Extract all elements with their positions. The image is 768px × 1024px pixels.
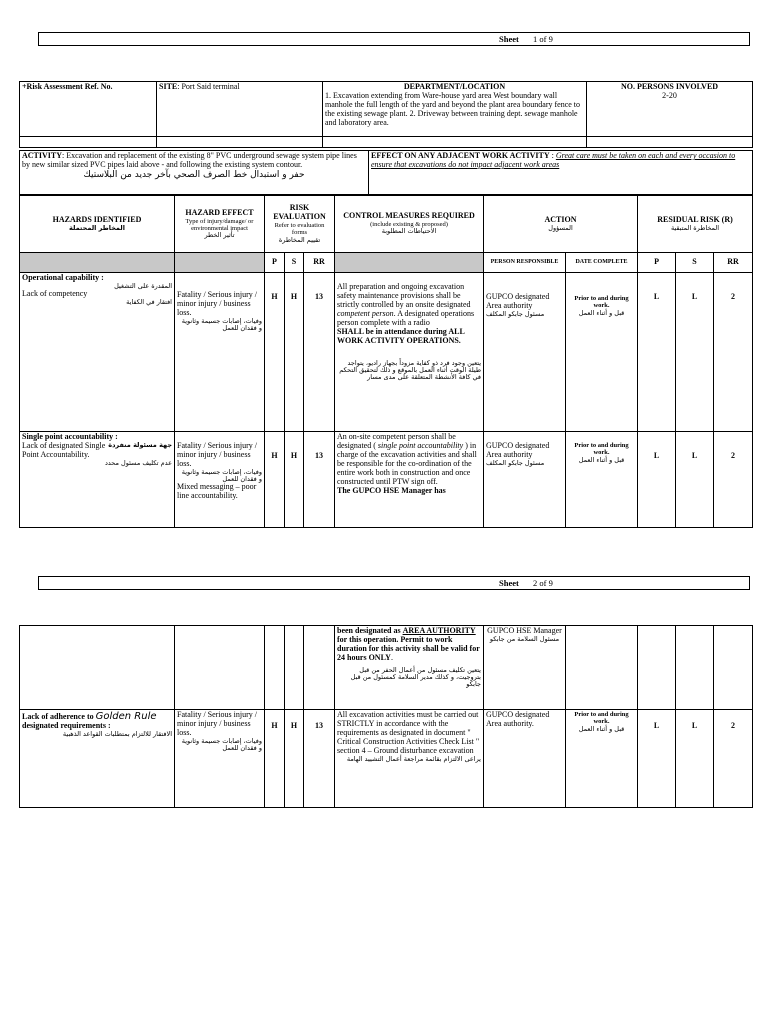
table-row: [20, 626, 753, 710]
col-residual: RESIDUAL RISK (R) المخاطرة المتبقية: [638, 196, 753, 253]
table-row: Single point accountability : جهة مسئولة منفردة Lack of designated Single Point Accountability. عدم تكليف مسئول محدد Fatality / Serious injury / minor injury / business loss. وفيات، إصابات جسيمة وثانوية و فقدان للعمل Mixed messaging – poor line accountability. H H 13 An on-site competent person shall be designated ( single point accountability ) in charge of the excavation activities and shall be responsible for the co-ordination of the entire work both in construction and once constructed until PTW sign off. The GUPCO HSE Manager has GUPCO designated Area authority مسئول جابكو المكلف Prior to and during work. قبل و أثناء العمل L L 2: [20, 432, 753, 528]
effect-cell: Fatality / Serious injury / minor injury / business loss. وفيات، إصابات جسيمة وثانوية و فقدان للعمل: [175, 710, 265, 808]
hazard-table-1: HAZARDS IDENTIFIED المخاطر المحتملة HAZARD EFFECT Type of injury/damage/ or environmental impact تأثير الخطر RISK EVALUATION Refer to evaluation forms تقييم المخاطرة CONTROL MEASURES REQUIRED (include existing & proposed) الاحتياطات المطلوبة ACTION المسؤول RESIDUAL RISK (R) المخاطرة المتبقية P S RR PERSON RESPONSIBLE DATE COMPLETE P S RR Operational capability : المقدرة على التشغيل Lack of competency افتقار في الكفاية Fatality / Serious injury / minor injury / business loss. وفيات، إصابات جسيمة وثانوية و فقدان للعمل H H 13 All preparation and ongoing excavation safety maintenance provisions shall be strictly controlled by an onsite designated competent person. A designated operations person complete with a radio SHALL be in attendance during ALL WORK ACTIVITY OPERATIONS. يتعين وجود فرد ذو كفاية مزوداً بجهاز راديو، يتواجد طيلة الوقت أثناء العمل بالموقع و ذلك لتحقيق التحكم في كافة الأنشطة المتعلقة على مدى مسار GUPCO designated Area authority مسئول جابكو المكلف Prior to and during work. قبل و أثناء العمل L L 2 Single point accountability : جهة مسئولة منفردة Lack of designated Single Point Accountability. عدم تكليف مسئول محدد Fatality / Serious injury / minor injury / business loss. وفيات، إصابات جسيمة وثانوية و فقدان للعمل Mixed messaging – poor line accountability. H H 13 An on-site competent person shall be designated ( single point accountability ) in charge of the excavation activities and shall be responsible for the co-ordination of the entire work both in construction and once constructed until PTW sign off. The GUPCO HSE Manager has GUPCO designated Area authority مسئول جابكو المكلف Prior to and during work. قبل و أثناء العمل L L 2: [19, 195, 753, 528]
person-cell: GUPCO designated Area authority مسئول جابكو المكلف: [484, 273, 566, 432]
col-hazards: HAZARDS IDENTIFIED المخاطر المحتملة: [20, 196, 175, 253]
sheet-number: 1 of 9: [533, 34, 553, 44]
activity-table: [19, 150, 753, 195]
sheet-label: Sheet: [499, 34, 519, 44]
persons-cell: NO. PERSONS INVOLVED 2-20: [587, 82, 753, 137]
control-cell: All preparation and ongoing excavation safety maintenance provisions shall be strictly controlled by an onsite designated competent person. A designated operations person complete with a radio SHALL be in attendance during ALL WORK ACTIVITY OPERATIONS. يتعين وجود فرد ذو كفاية مزوداً بجهاز راديو، يتواجد طيلة الوقت أثناء العمل بالموقع و ذلك لتحقيق التحكم في كافة الأنشطة المتعلقة على مدى مسار: [335, 273, 484, 432]
sheet-number: 2 of 9: [533, 578, 553, 588]
hazard-cell: Single point accountability : جهة مسئولة منفردة Lack of designated Single Point Accountability. عدم تكليف مسئول محدد: [20, 432, 175, 528]
sheet-bar-1: [38, 32, 750, 46]
hazard-cell: Operational capability : المقدرة على التشغيل Lack of competency افتقار في الكفاية: [20, 273, 175, 432]
activity-text: : Excavation and replacement of the existing 8" PVC underground sewage system pipe lines by new similar sized PVC pipes laid above - and following the existing system contour.: [22, 151, 357, 169]
sheet-bar-2: [38, 576, 750, 590]
hazard-table-2: [19, 625, 753, 808]
effect-cell: Fatality / Serious injury / minor injury / business loss. وفيات، إصابات جسيمة وثانوية و فقدان للعمل Mixed messaging – poor line accountability.: [175, 432, 265, 528]
date-cell: Prior to and during work. قبل و أثناء العمل: [566, 273, 638, 432]
person-cell: GUPCO HSE Manager مسئول السلامة من جابكو: [484, 626, 566, 710]
col-action: ACTION المسؤول: [484, 196, 638, 253]
table-row: Lack of adherence to Golden Rule designated requirements : الافتقار للالتزام بمتطلبات القواعد الذهبية Fatality / Serious injury / minor injury / business loss. وفيات، إصابات جسيمة وثانوية و فقدان للعمل H H 13 All excavation activities must be carried out STRICTLY in accordance with the requirements as designated in document " Critical Construction Activities Check List " section 4 – Ground disturbance excavation يراعى الالتزام بقائمة مراجعة أعمال التشييد الهامة GUPCO designated Area authority. Prior to and during work. قبل و أثناء العمل L L 2: [20, 710, 753, 808]
hazard-cell: Lack of adherence to Golden Rule designated requirements : الافتقار للالتزام بمتطلبات القواعد الذهبية: [20, 710, 175, 808]
col-risk: RISK EVALUATION Refer to evaluation forms تقييم المخاطرة: [265, 196, 335, 253]
effect-text: Great care must be taken on each and every occasion to ensure that excavations do not impact adjacent work areas: [371, 151, 736, 169]
control-cell: been designated as AREA AUTHORITY for this operation. Permit to work duration for this activity shall be valid for 24 hours ONLY. يتعين تكليف مسئول من أعمال الحفر من قبل بتروجيت، و كذلك مدير السلامة كمسئول من قبل جابكو: [335, 626, 484, 710]
person-cell: GUPCO designated Area authority.: [484, 710, 566, 808]
col-date: DATE COMPLETE: [566, 253, 638, 273]
col-control: CONTROL MEASURES REQUIRED (include existing & proposed) الاحتياطات المطلوبة: [335, 196, 484, 253]
header-table: [19, 81, 753, 148]
table-row: Operational capability : المقدرة على التشغيل Lack of competency افتقار في الكفاية Fatality / Serious injury / minor injury / business loss. وفيات، إصابات جسيمة وثانوية و فقدان للعمل H H 13 All preparation and ongoing excavation safety maintenance provisions shall be strictly controlled by an onsite designated competent person. A designated operations person complete with a radio SHALL be in attendance during ALL WORK ACTIVITY OPERATIONS. يتعين وجود فرد ذو كفاية مزوداً بجهاز راديو، يتواجد طيلة الوقت أثناء العمل بالموقع و ذلك لتحقيق التحكم في كافة الأنشطة المتعلقة على مدى مسار GUPCO designated Area authority مسئول جابكو المكلف Prior to and during work. قبل و أثناء العمل L L 2: [20, 273, 753, 432]
activity-arabic: حفر و استبدال خط الصرف الصحي بآخر جديد من البلاستيك: [83, 169, 305, 180]
date-cell: Prior to and during work. قبل و أثناء العمل: [566, 710, 638, 808]
control-cell: An on-site competent person shall be designated ( single point accountability ) in charge of the excavation activities and shall be responsible for the co-ordination of the entire work both in construction and once constructed until PTW sign off. The GUPCO HSE Manager has: [335, 432, 484, 528]
date-cell: Prior to and during work. قبل و أثناء العمل: [566, 432, 638, 528]
effect-cell: EFFECT ON ANY ADJACENT WORK ACTIVITY : Great care must be taken on each and every occasion to ensure that excavations do not impact adjacent work areas: [369, 151, 753, 195]
control-cell: All excavation activities must be carried out STRICTLY in accordance with the requirements as designated in document " Critical Construction Activities Check List " section 4 – Ground disturbance excavation يراعى الالتزام بقائمة مراجعة أعمال التشييد الهامة: [335, 710, 484, 808]
risk-ref-label: +Risk Assessment Ref. No.: [20, 82, 157, 137]
col-person: PERSON RESPONSIBLE: [484, 253, 566, 273]
department-cell: DEPARTMENT/LOCATION 1. Excavation extending from Ware-house yard area West boundary wall manhole the full length of the yard and beyond the plant area boundary fence to the existing sewage plant. 2. Driveway between training dept. sewage manhole and laboratory area.: [323, 82, 587, 137]
sheet-label: Sheet: [499, 578, 519, 588]
person-cell: GUPCO designated Area authority مسئول جابكو المكلف: [484, 432, 566, 528]
activity-cell: ACTIVITY: Excavation and replacement of the existing 8" PVC underground sewage system pipe lines by new similar sized PVC pipes laid above - and following the existing system contour. حفر و استبدال خط الصرف الصحي بآخر جديد من البلاستيك: [20, 151, 369, 195]
site-cell: SITE: Port Said terminal: [157, 82, 323, 137]
col-effect: HAZARD EFFECT Type of injury/damage/ or environmental impact تأثير الخطر: [175, 196, 265, 253]
effect-cell: Fatality / Serious injury / minor injury / business loss. وفيات، إصابات جسيمة وثانوية و فقدان للعمل: [175, 273, 265, 432]
department-value: 1. Excavation extending from Ware-house yard area West boundary wall manhole the full length of the yard and beyond the plant area boundary fence to the existing sewage plant. 2. Driveway between training dept. sewage manhole and laboratory area.: [325, 90, 581, 127]
